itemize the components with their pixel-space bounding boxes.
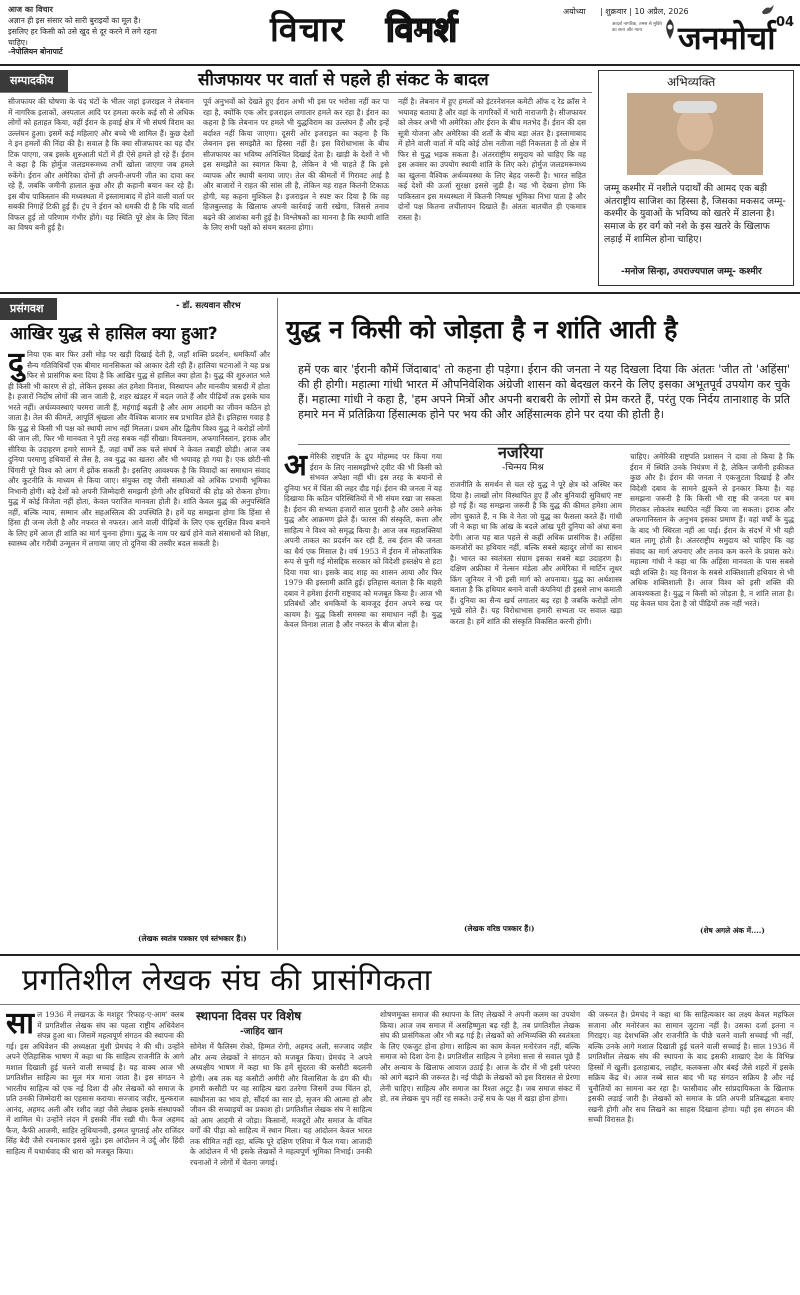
editorial-column-3: नहीं है। लेबनान में हुए हमलों को इंटरनेशनल कमेटी ऑफ द रेड क्रॉस ने भयावह बताया है और वहां के नागरिकों में भारी नाराजगी है। सीजफायर को लेकर अभी भी अमेरिका और ईरान के बीच मतभेद हैं। ईरान की दस सूत्री योजना और अमेरिका की शर्तों के बीच बड़ा अंतर है। इस्लामाबाद में होने वाली वार्ता में यदि कोई ठोस नतीजा नहीं निकलता है तो क्षेत्र में फिर से युद्ध भड़क सकता है। अंतरराष्ट्रीय समुदाय को चाहिए कि वह इस अवसर का उपयोग स्थायी शांति के लिए करे। होर्मुज जलडमरूमध्य का खुलना वैश्विक अर्थव्यवस्था के लिए बेहद जरूरी है। भारत सहित कई देशों की ऊर्जा सुरक्षा इससे जुड़ी है। यह भी देखना होगा कि पाकिस्तान इस मध्यस्थता में कितनी निष्पक्ष भूमिका निभा पाता है और दोनों पक्ष कितना लचीलापन दिखाते हैं। अंततः बातचीत ही एकमात्र रास्ता है। — [398, 97, 586, 222]
prasangvash-label: प्रसंगवश — [0, 298, 57, 320]
editorial-column-2: पूर्व अनुभवों को देखते हुए ईरान अभी भी इस पर भरोसा नहीं कर पा रहा है, क्योंकि एक ओर इजराइल लगातार हमले कर रहा है। ईरान का कहना है कि लेबनान पर हमले भी युद्धविराम का उल्लंघन हैं और इन्हें बर्दाश्त नहीं किया जाएगा। दूसरी ओर इजराइल का कहना है कि लेबनान इस समझौते का हिस्सा नहीं है। इस विरोधाभास के बीच सीजफायर का भविष्य अनिश्चित दिखाई देता है। खाड़ी के देशों ने भी इस समझौते का स्वागत किया है, लेकिन वे भी चाहते हैं कि इसे व्यापक और स्थायी बनाया जाए। तेल की कीमतों में गिरावट आई है और बाजारों ने राहत की सांस ली है, लेकिन यह राहत कितनी टिकाऊ होगी, यह कहना मुश्किल है। इजराइल ने स्पष्ट कर दिया है कि वह हिजबुल्लाह के खिलाफ अपनी कार्रवाई जारी रखेगा, जिससे तनाव बढ़ने की आशंका बनी हुई है। विश्लेषकों का मानना है कि स्थायी शांति के लिए सभी पक्षों को संयम बरतना होगा। — [203, 97, 389, 233]
special-label: स्थापना दिवस पर विशेष — [196, 1009, 302, 1023]
lead-headline: युद्ध न किसी को जोड़ता है न शांति आती है — [286, 315, 678, 344]
quote-author: -नेपोलियन बोनापार्ट — [8, 47, 63, 56]
prasangvash-divider — [277, 298, 278, 950]
bottom-head-rule — [0, 1004, 800, 1005]
bottom-column-1 — [6, 1010, 184, 1290]
prasangvash-footer: (लेखक स्वतंत्र पत्रकार एवं स्तंभकार हैं।) — [138, 934, 247, 943]
decoration-bird-icon — [760, 2, 776, 18]
lead-column-3: चाहिए। अमेरिकी राष्ट्रपति प्रशासन ने दावा तो किया है कि ईरान में स्थिति उनके नियंत्रण में है, लेकिन जमीनी हकीकत कुछ और है। ईरान की जनता ने एकजुटता दिखाई है और विदेशी दबाव के सामने झुकने से इनकार किया है। यह समझना जरूरी है कि किसी भी राष्ट्र की जनता पर बम गिराकर लोकतंत्र स्थापित नहीं किया जा सकता। इराक और अफगानिस्तान के अनुभव इसका प्रमाण हैं। वहां वर्षों के युद्ध के बाद भी स्थिरता नहीं आ पाई। ईरान के संदर्भ में भी यही बात लागू होती है। अंतरराष्ट्रीय समुदाय को चाहिए कि वह संवाद का मार्ग अपनाए और तनाव कम करने के प्रयास करे। महात्मा गांधी ने कहा था कि अहिंसा मानवता के पास सबसे बड़ी शक्ति है। यह विनाश के सबसे शक्तिशाली हथियार से भी अधिक शक्तिशाली है। आज विश्व को इसी शक्ति की आवश्यकता है। युद्ध न किसी को जोड़ता है, न शांति लाता है। यह केवल घाव देता है जो पीढ़ियों तक नहीं भरते। — [630, 452, 794, 609]
bottom-column-3: शोषणमुक्त समाज की स्थापना के लिए लेखकों ने अपनी कलम का उपयोग किया। आज जब समाज में असहिष्णुता बढ़ रही है, तब प्रगतिशील लेखक संघ की प्रासंगिकता और भी बढ़ गई है। लेखकों को अभिव्यक्ति की स्वतंत्रता के लिए एकजुट होना होगा। साहित्य का काम केवल मनोरंजन नहीं, बल्कि समाज को दिशा देना है। प्रगतिशील साहित्य ने हमेशा सत्ता से सवाल पूछे हैं और अन्याय के खिलाफ आवाज उठाई है। आज के दौर में भी इसी परंपरा को आगे बढ़ाने की जरूरत है। नई पीढ़ी के लेखकों को इस विरासत से प्रेरणा लेनी चाहिए। साहित्य और समाज का रिश्ता अटूट है। जब समाज संकट में हो, तब लेखक चुप नहीं रह सकते। उन्हें सच के पक्ष में खड़ा होना होगा। — [380, 1010, 580, 1104]
bottom-dropcap: सा — [6, 1010, 35, 1041]
bottom-column-2: सोमेश में फैलिस्म रोको, हिम्मत रोगी, अहमद अली, सज्जाद जहीर और अन्य लेखकों ने संगठन को मजबूत किया। प्रेमचंद ने अपने अध्यक्षीय भाषण में कहा था कि हमें सुंदरता की कसौटी बदलनी होगी। अब तक यह कसौटी अमीरी और विलासिता के ढंग की थी। हमारी कसौटी पर वह साहित्य खरा उतरेगा जिसमें उच्च चिंतन हो, स्वाधीनता का भाव हो, सौंदर्य का सार हो, सृजन की आत्मा हो और जीवन की सच्चाइयों का प्रकाश हो। प्रगतिशील लेखक संघ ने साहित्य को आम आदमी से जोड़ा। किसानों, मजदूरों और समाज के वंचित वर्गों की पीड़ा को साहित्य में स्थान मिला। यह आंदोलन केवल भारत तक सीमित नहीं रहा, बल्कि पूरे दक्षिण एशिया में फैल गया। आजादी के आंदोलन में भी इसके लेखकों ने महत्वपूर्ण भूमिका निभाई। उनकी रचनाओं ने लोगों में चेतना जगाई। — [190, 1042, 372, 1167]
bottom-headline: प्रगतिशील लेखक संघ की प्रासंगिकता — [22, 963, 432, 998]
logo-emblem — [662, 18, 678, 40]
editorial-label: सम्पादकीय — [0, 70, 68, 92]
quote-text: अज्ञान ही इस संसार को सारी बुराइयों का मूल है। इसलिए हर किसी को उसे खुद से दूर करने में लगे रहना चाहिए। — [8, 16, 157, 47]
nazariya-author: -चिन्मय मिश्र — [502, 463, 544, 473]
city: अयोध्या — [563, 7, 586, 16]
opinion-label: अभिव्यक्ति — [667, 75, 716, 89]
lead-column-2: राजनीति के समर्थन से चल रहे युद्ध ने पूरे क्षेत्र को अस्थिर कर दिया है। लाखों लोग विस्थापित हुए हैं और बुनियादी सुविधाएं नष्ट हो गई हैं। यह समझना जरूरी है कि युद्ध की कीमत हमेशा आम लोग चुकाते हैं, न कि वे नेता जो युद्ध का फैसला करते हैं। गांधी जी ने कहा था कि आंख के बदले आंख पूरी दुनिया को अंधा बना देगी। आज यह बात पहले से कहीं अधिक प्रासंगिक है। अहिंसा कमजोरों का हथियार नहीं, बल्कि सबसे बहादुर लोगों का साधन है। भारत का स्वतंत्रता संग्राम इसका सबसे बड़ा उदाहरण है। दक्षिण अफ्रीका में नेल्सन मंडेला और अमेरिका में मार्टिन लूथर किंग जूनियर ने भी इसी मार्ग को अपनाया। युद्ध का अर्थशास्त्र बताता है कि हथियार बनाने वाली कंपनियां ही इससे लाभ कमाती हैं। दुनिया का सैन्य खर्च लगातार बढ़ रहा है जबकि करोड़ों लोग भूखे सोते हैं। यह विरोधाभास हमारी सभ्यता पर सवाल खड़ा करता है। हमें शांति की संस्कृति विकसित करनी होगी। — [450, 480, 622, 626]
lead-intro: हमें एक बार 'ईरानी कौमें जिंदाबाद' तो कहना ही पड़ेगा। ईरान की जनता ने यह दिखला दिया कि अंततः 'जीत तो 'अहिंसा' की ही होगी। महात्मा गांधी भारत में औपनिवेशिक अंग्रेजी शासन को बेदखल करने के लिए इसका अभूतपूर्व उपयोग कर चुके हैं। महात्मा गांधी ने कहा है, 'हम अपने मित्रों और अपनी बराबरी के लोगों से प्रेम करते हैं, परंतु एक निर्दय तानाशाह के प्रति हमारे मन में प्रतिक्रिया हिंसात्मक होने पर भय की और अहिंसात्मक होने पर दया की होती है। — [298, 363, 790, 422]
prasangvash-headline: आखिर युद्ध से हासिल क्या हुआ? — [10, 324, 218, 344]
opinion-photo — [627, 93, 763, 175]
editorial-section — [0, 66, 592, 288]
prasangvash-byline: - डॉ. सत्यवान सौरभ — [176, 301, 241, 311]
lead-dropcap: अ — [284, 452, 307, 483]
lead-continued: (शेष अगले अंक में....) — [700, 926, 765, 935]
newspaper-tagline: आदर्श नागरिक, तमस से मुक्ति का सत्य और न्याय — [612, 22, 663, 33]
opinion-quote: जम्मू कश्मीर में नशीले पदार्थों की आमद एक बड़ी अंतराष्ट्रीय साजिश का हिस्सा है, जिसका मकसद जम्मू-कश्मीर के युवाओं के भविष्य को खतरे में डालना है। समाज के हर वर्ग को नशे के इस खतरे के खिलाफ लड़ाई में शामिल होना चाहिए। — [604, 183, 786, 245]
lead-column-1-text: मेरिकी राष्ट्रपति के द्रुप मोहम्मद पर किया गया ईरान के लिए नासमझीभरे ट्वीट की भी किसी को संभवत अपेक्षा नहीं थी। इस तरह के बयानों से दुनिया भर में चिंता की लहर दौड़ गई। ईरान की जनता ने यह दिखाया कि कठिन परिस्थितियों में भी संयम रखा जा सकता है। ईरान की सभ्यता हजारों साल पुरानी है और उसने अनेक युद्ध और आक्रमण झेले हैं। फारस की संस्कृति, कला और साहित्य ने विश्व को समृद्ध किया है। आज जब महाशक्तियां अपनी ताकत का प्रदर्शन कर रही हैं, तब ईरान की जनता का धैर्य एक मिसाल है। वर्ष 1953 में ईरान में लोकतांत्रिक रूप से चुनी गई मोसद्दिक सरकार को विदेशी हस्तक्षेप से हटा दिया गया था। इसके बाद शाह का शासन आया और फिर 1979 की इस्लामी क्रांति हुई। इतिहास बताता है कि बाहरी दबाव ने हमेशा ईरानी राष्ट्रवाद को मजबूत किया है। आज भी प्रतिबंधों और धमकियों के बावजूद ईरान अपने रुख पर कायम है। युद्ध किसी समस्या का समाधान नहीं है। युद्ध केवल विनाश लाता है और नफरत के बीज बोता है। — [284, 452, 442, 630]
editorial-headline: सीजफायर पर वार्ता से पहले ही संकट के बादल — [198, 70, 489, 90]
newspaper-name: जनमोर्चा — [678, 19, 776, 57]
special-author: -जाहिद खान — [240, 1027, 283, 1037]
editorial-column-1: सीजफायर की घोषणा के चंद घंटों के भीतर जहां इजराइल ने लेबनान में नागरिक इलाकों, अस्पताल आदि पर हमला करके कई सौ से अधिक लोगों को हताहत किया, वहीं ईरान के हवाई क्षेत्र में भी संघर्ष विराम का उल्लंघन हुआ। इसमें कई महिलाएं और बच्चे भी शामिल हैं। कुछ देशों ने इन हमलों की निंदा की है। सवाल है कि क्या सीजफायर का यह दौर टिक पाएगा, जब इसके शुरुआती घंटों में ही ऐसे हमले हो रहे हैं। ईरान ने कहा है कि होर्मुज जलडमरूमध्य तभी खोला जाएगा जब हमले रुकेंगे। ईरान और अमेरिका दोनों ही अपनी-अपनी जीत का दावा कर रहे हैं, जबकि जमीनी हालात कुछ और ही कहानी बयान कर रहे हैं। इस बीच पाकिस्तान की मध्यस्थता में इस्लामाबाद में होने वाली वार्ता पर सबकी निगाहें टिकी हुई हैं। ट्रंप ने ईरान को धमकी दी है कि यदि वार्ता विफल हुई तो परिणाम गंभीर होंगे। यह स्थिति पूरे क्षेत्र के लिए चिंता का विषय बनी हुई है। — [8, 97, 194, 233]
prasangvash-dropcap: दु — [8, 350, 24, 381]
lead-column-1 — [284, 452, 442, 940]
opinion-author: -मनोज सिन्हा, उपराज्यपाल जम्मू- कश्मीर — [621, 266, 762, 277]
masthead — [0, 0, 800, 64]
editorial-head-rule — [0, 92, 592, 93]
bottom-column-4: की जरूरत है। प्रेमचंद ने कहा था कि साहित्यकार का लक्ष्य केवल महफिल सजाना और मनोरंजन का सामान जुटाना नहीं है। उसका दर्जा इतना न गिराइए। वह देशभक्ति और राजनीति के पीछे चलने वाली सच्चाई भी नहीं, बल्कि उनके आगे मशाल दिखाती हुई चलने वाली सच्चाई है। साल 1936 में प्रगतिशील लेखक संघ की स्थापना के बाद इसकी शाखाएं देश के विभिन्न हिस्सों में खुलीं। इलाहाबाद, लाहौर, कलकत्ता और बंबई जैसे शहरों में इसके सक्रिय केंद्र थे। आज नब्बे साल बाद भी यह संगठन सक्रिय है और नई चुनौतियों का सामना कर रहा है। फासीवाद और सांप्रदायिकता के खिलाफ इसकी लड़ाई जारी है। लेखकों को समाज के प्रति अपनी प्रतिबद्धता बनाए रखनी होगी और सच लिखने का साहस दिखाना होगा। यही इस संगठन की सच्ची विरासत है। — [588, 1010, 794, 1125]
section-title-vichar: विचार — [270, 10, 346, 50]
page-number: 04 — [776, 15, 795, 30]
lead-footer: (लेखक वरिष्ठ पत्रकार हैं।) — [464, 924, 535, 933]
date: | शुक्रवार | 10 अप्रैल, 2026 — [600, 7, 689, 16]
prasangvash-body — [8, 350, 270, 928]
opinion-box — [598, 70, 794, 286]
prasangvash-text: निया एक बार फिर उसी मोड़ पर खड़ी दिखाई देती है, जहाँ शक्ति प्रदर्शन, धमकियाँ और सैन्य गतिविधियाँ एक बीमार मानसिकता को आकार देती रही हैं। हालिया घटनाओं ने यह प्रश्न फिर से प्रासंगिक बना दिया है कि आखिर युद्ध से हासिल क्या होता है। युद्ध की शुरुआत भले ही किसी भी कारण से हो, लेकिन इसका अंत हमेशा विनाश, विस्थापन और मानवीय त्रासदी में होता है। हजारों निर्दोष लोगों की जान जाती है, शहर खंडहर में बदल जाते हैं और पीढ़ियों तक इसके घाव भरते नहीं। अर्थव्यवस्थाएं चरमरा जाती हैं, महंगाई बढ़ती है और आम आदमी का जीवन कठिन हो जाता है। तेल की कीमतें, आपूर्ति श्रृंखला और वैश्विक बाजार सब प्रभावित होते हैं। इतिहास गवाह है कि युद्ध से किसी भी पक्ष को स्थायी लाभ नहीं मिलता। प्रथम और द्वितीय विश्व युद्ध ने करोड़ों लोगों की जान ली, फिर भी मानवता ने पूरी तरह सबक नहीं सीखा। वियतनाम, अफगानिस्तान, इराक और सीरिया के उदाहरण हमारे सामने हैं, जहां वर्षों तक चले संघर्ष ने केवल तबाही छोड़ी। आज जब दुनिया परमाणु हथियारों से लैस है, तब युद्ध का खतरा और भी भयावह हो गया है। एक छोटी-सी चिंगारी पूरे विश्व को आग में झोंक सकती है। इसलिए आवश्यक है कि विवादों का समाधान संवाद और कूटनीति के माध्यम से किया जाए। संयुक्त राष्ट्र जैसी संस्थाओं को अधिक प्रभावी भूमिका निभानी होगी। बड़े देशों को अपनी जिम्मेदारी समझनी होगी और हथियारों की होड़ को रोकना होगा। युद्ध में कोई विजेता नहीं होता, केवल पराजित मानवता होती है। शांति केवल युद्ध की अनुपस्थिति नहीं, बल्कि न्याय, सम्मान और सहअस्तित्व की उपस्थिति है। हमें यह समझना होगा कि हिंसा से हिंसा ही जन्म लेती है और नफरत से नफरत। आने वाली पीढ़ियों के लिए एक सुरक्षित विश्व बनाने के लिए हमें आज ही शांति का मार्ग चुनना होगा। युद्ध के नाम पर खर्च होने वाले संसाधनों को शिक्षा, स्वास्थ्य और गरीबी उन्मूलन में लगाया जाए तो दुनिया की तस्वीर बदल सकती है। — [8, 350, 270, 549]
bottom-article — [0, 956, 800, 1295]
bottom-column-1-text: ल 1936 में लखनऊ के मशहूर 'रिफाह-ए-आम' क्लब में प्रगतिशील लेखक संघ का पहला राष्ट्रीय अधिवेशन संपन्न हुआ था। जिसमें महत्वपूर्ण संगठन की स्थापना की गई। इस अधिवेशन की अध्यक्षता मुंशी प्रेमचंद ने की थी। उन्होंने अपने ऐतिहासिक भाषण में कहा था कि साहित्य राजनीति के आगे मशाल दिखाती हुई चलने वाली सच्चाई है। यह वाक्य आज भी प्रगतिशील साहित्य का मूल मंत्र माना जाता है। इस संगठन ने भारतीय साहित्य को एक नई दिशा दी और लेखकों को समाज के प्रति उनकी जिम्मेदारी का एहसास कराया। सज्जाद जहीर, मुल्कराज आनंद, अहमद अली और रशीद जहां जैसे लेखक इसके संस्थापकों में शामिल थे। उन्होंने लंदन में इसकी नींव रखी थी। फैज अहमद फैज, कैफी आजमी, साहिर लुधियानवी, इस्मत चुगताई और राजिंदर सिंह बेदी जैसे रचनाकार इससे जुड़े। इस आंदोलन ने उर्दू और हिंदी साहित्य में यथार्थवाद की धारा को मजबूत किया। — [6, 1010, 184, 1156]
lead-intro-rule — [298, 444, 790, 445]
quote-label: आज का विचार — [8, 5, 53, 14]
section-title-vimarsh: विमर्श — [386, 10, 458, 50]
lead-article — [280, 294, 800, 954]
nazariya-label: नजरिया — [498, 443, 543, 462]
prasangvash-section — [0, 294, 276, 954]
